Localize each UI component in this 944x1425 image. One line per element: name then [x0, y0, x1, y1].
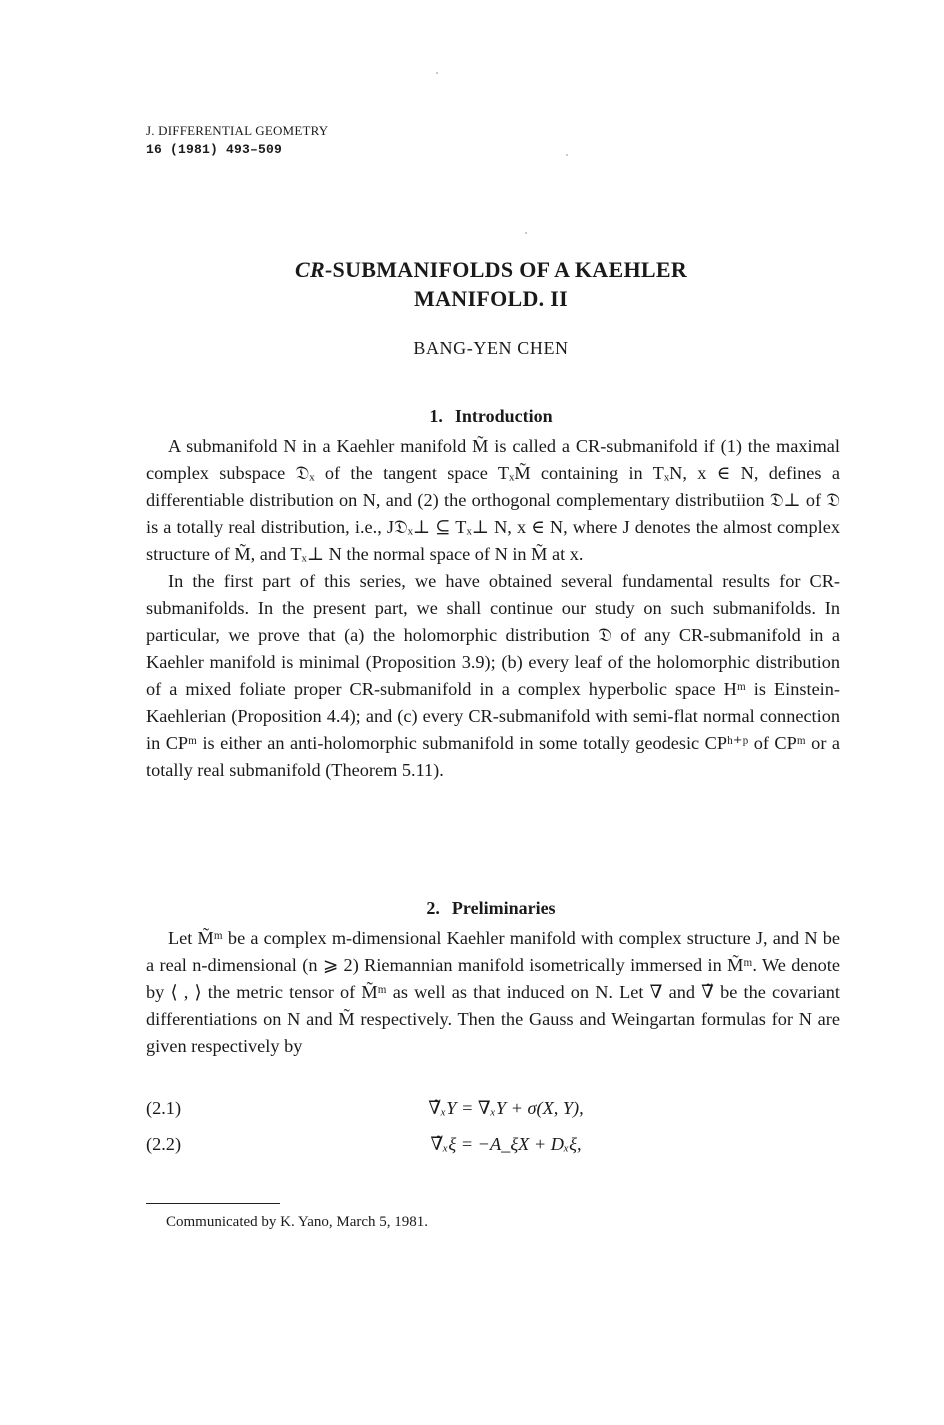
journal-header	[146, 121, 328, 159]
equation-2-1	[146, 1098, 840, 1125]
scan-speck	[525, 232, 527, 234]
journal-volume: 16 (1981) 493–509	[146, 142, 283, 157]
equation-formula: ∇̃ₓξ = −A_ξX + Dₓξ,	[430, 1134, 582, 1154]
introduction-body	[146, 433, 840, 784]
paper-title	[146, 255, 836, 313]
section-number: 2.	[426, 898, 440, 918]
footnote-rule	[146, 1203, 280, 1204]
scan-speck	[436, 72, 438, 74]
preliminaries-body	[146, 925, 840, 1060]
section-heading-introduction	[146, 406, 836, 427]
equation-formula: ∇̃ₓY = ∇ₓY + σ(X, Y),	[428, 1098, 584, 1118]
title-line-1	[146, 255, 836, 284]
journal-name: J. DIFFERENTIAL GEOMETRY	[146, 123, 329, 138]
section-number: 1.	[429, 406, 443, 426]
equation-number: (2.2)	[146, 1134, 182, 1154]
section-title: Preliminaries	[451, 898, 556, 918]
section-heading-preliminaries	[146, 898, 836, 919]
scan-speck	[566, 154, 568, 156]
title-cr: CR	[294, 257, 325, 282]
footnote: Communicated by K. Yano, March 5, 1981.	[166, 1214, 429, 1230]
equation-number: (2.1)	[146, 1098, 182, 1118]
equation-2-2	[146, 1134, 840, 1161]
section-title: Introduction	[454, 406, 553, 426]
intro-paragraph-1: A submanifold N in a Kaehler manifold M̃ is called a CR-submanifold if (1) the maximal complex subspace 𝔇ₓ of the tangent space TₓM̃ containing in TₓN, x ∈ N, defines a differentiable distribution on N, and (2) the orthogonal complementary distributiion 𝔇⊥ of 𝔇 is a totally real distribution, i.e., J𝔇ₓ⊥ ⊆ Tₓ⊥ N, x ∈ N, where J denotes the almost complex structure of M̃, and Tₓ⊥ N the normal space of N in M̃ at x.	[146, 436, 840, 564]
author: BANG-YEN CHEN	[413, 338, 569, 358]
intro-paragraph-2: In the first part of this series, we have obtained several fundamental results for CR-submanifolds. In the present part, we shall continue our study on such submanifolds. In particular, we prove that (a) the holomorphic distribution 𝔇 of any CR-submanifold in a Kaehler manifold is minimal (Proposition 3.9); (b) every leaf of the holomorphic distribution of a mixed foliate proper CR-submanifold in a complex hyperbolic space Hᵐ is Einstein-Kaehlerian (Proposition 4.4); and (c) every CR-submanifold with semi-flat normal connection in CPᵐ is either an anti-holomorphic submanifold in some totally geodesic CPʰ⁺ᵖ of CPᵐ or a totally real submanifold (Theorem 5.11).	[146, 571, 840, 780]
title-line-2: MANIFOLD. II	[414, 286, 568, 311]
title-line-1-rest: -SUBMANIFOLDS OF A KAEHLER	[324, 257, 688, 282]
prelim-paragraph-1: Let M̃ᵐ be a complex m-dimensional Kaehler manifold with complex structure J, and N be a real n-dimensional (n ⩾ 2) Riemannian manifold isometrically immersed in M̃ᵐ. We denote by ⟨ , ⟩ the metric tensor of M̃ᵐ as well as that induced on N. Let ∇ and ∇̃ be the covariant differentiations on N and M̃ respectively. Then the Gauss and Weingartan formulas for N are given respectively by	[146, 928, 840, 1056]
